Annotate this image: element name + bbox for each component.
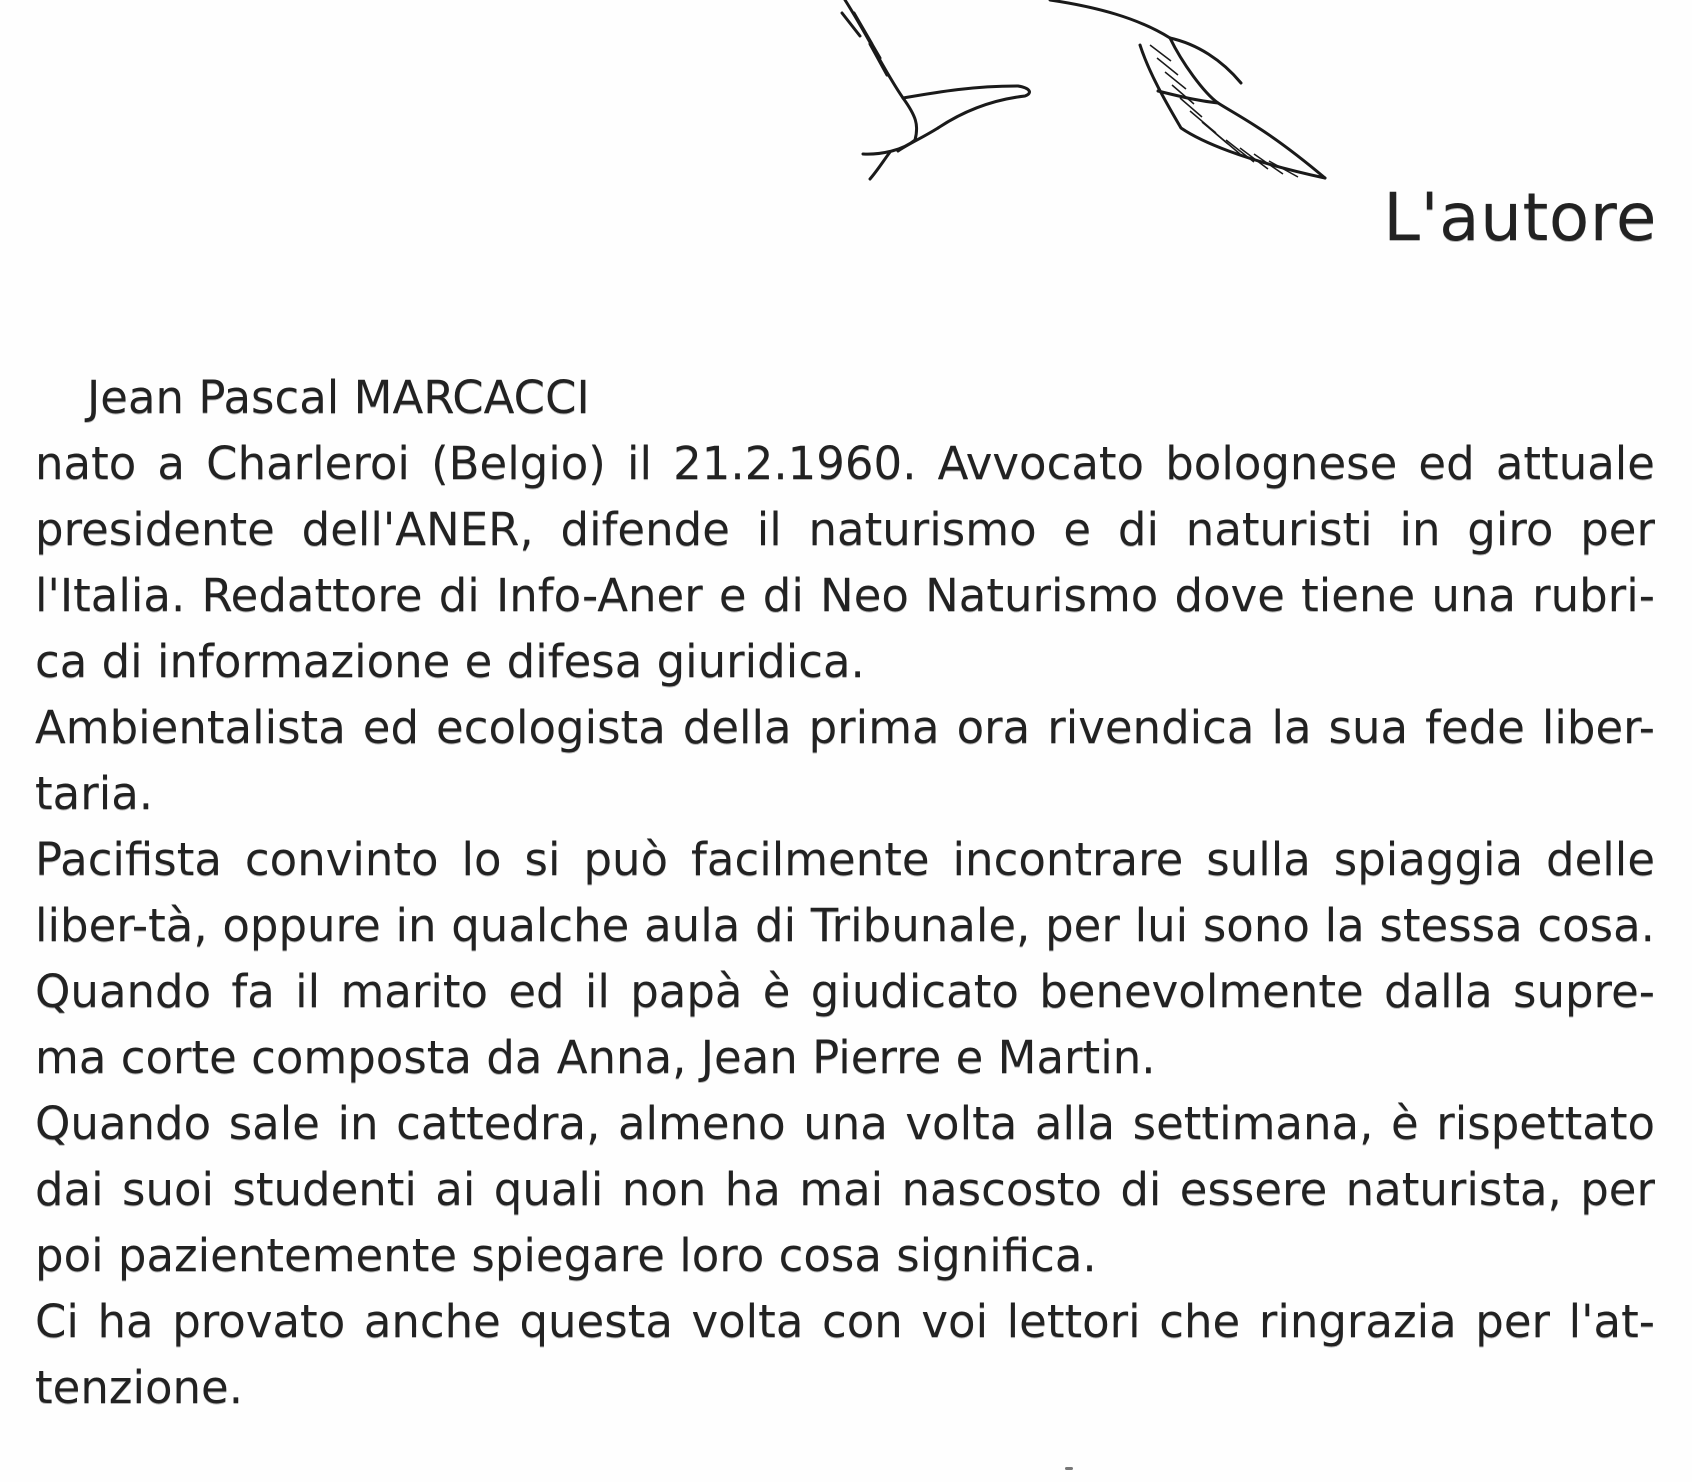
bio-paragraph-3: Pacifista convinto lo si può facilmente incontrare sulla spiaggia delle liber-tà, oppure in qualche aula di Tribunale, per lui sono la stessa cosa. Quando fa il marito ed il papà è giudicato benevolmente dalla supre-ma corte composta da Anna, Jean Pierre e Martin. xyxy=(35,833,1655,1084)
bio-paragraph-1: nato a Charleroi (Belgio) il 21.2.1960. Avvocato bolognese ed attuale presidente dell'ANER, difende il naturismo e di naturisti in giro per l'Italia. Redattore di Info-Aner e di Neo Naturismo dove tiene una rubri-ca di informazione e difesa giuridica. xyxy=(35,437,1655,688)
bio-paragraph-4: Quando sale in cattedra, almeno una volta alla settimana, è rispettato dai suoi studenti ai quali non ha mai nascosto di essere naturista, per poi pazientemente spiegare loro cosa significa. xyxy=(35,1097,1655,1282)
scan-mark xyxy=(1065,1467,1073,1470)
seagulls-drawing-icon xyxy=(820,0,1440,190)
page-title: L'autore xyxy=(1383,179,1657,256)
bio-paragraph-5: Ci ha provato anche questa volta con voi lettori che ringrazia per l'at-tenzione. xyxy=(35,1295,1655,1414)
bio-paragraph-2: Ambientalista ed ecologista della prima ora rivendica la sua fede liber-taria. xyxy=(35,701,1655,820)
author-bio xyxy=(35,365,1655,1421)
author-name: Jean Pascal MARCACCI xyxy=(87,371,590,424)
